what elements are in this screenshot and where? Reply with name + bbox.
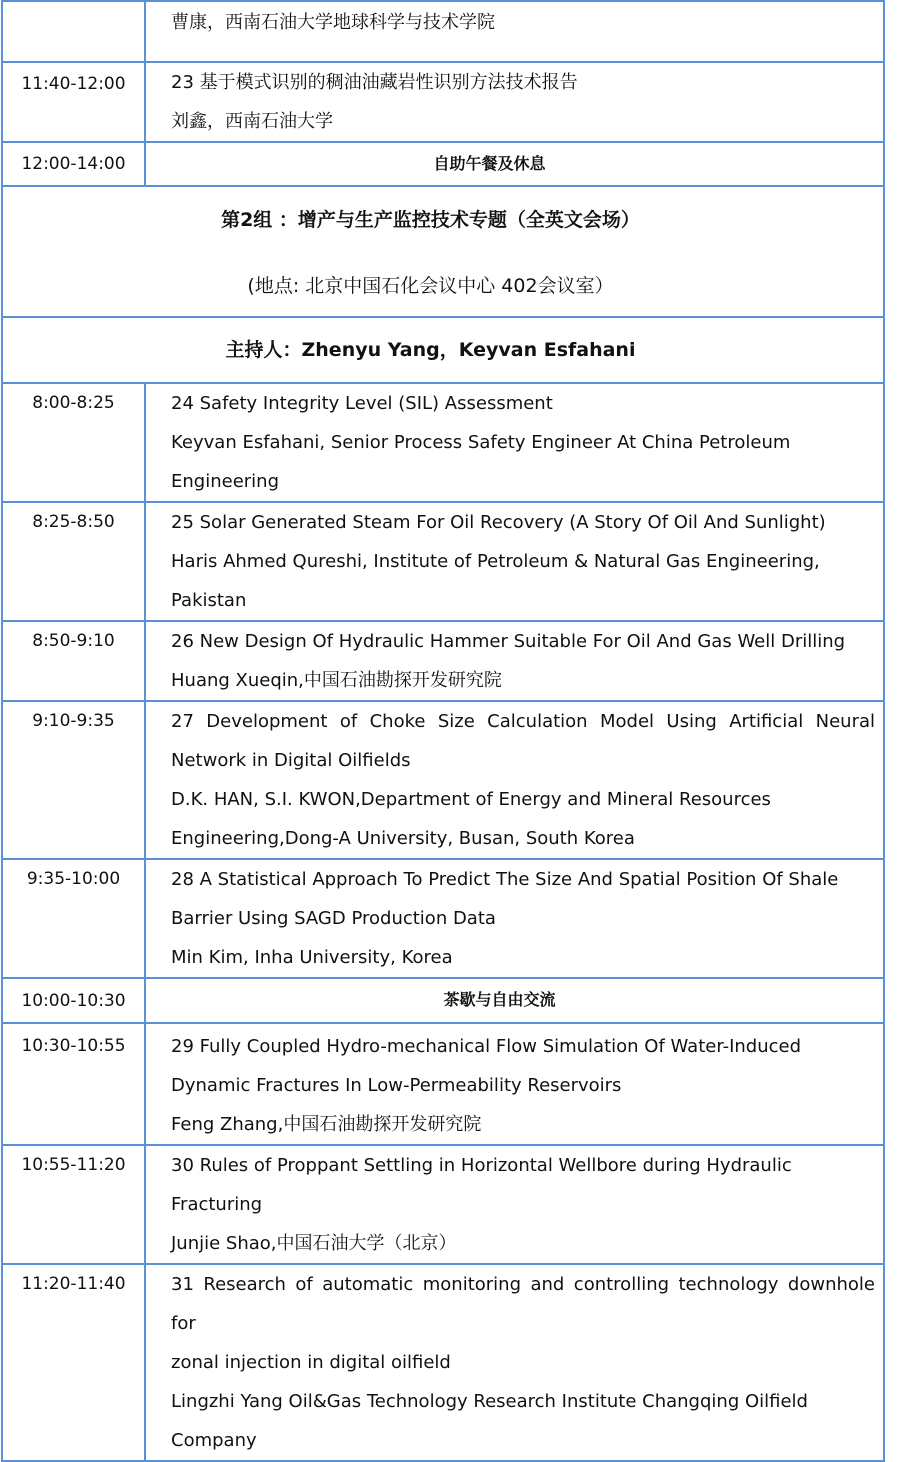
table-row bbox=[2, 1145, 884, 1264]
talk-line: Fracturing bbox=[171, 1194, 263, 1215]
time-cell: 8:25-8:50 bbox=[2, 502, 145, 621]
time-cell: 8:00-8:25 bbox=[2, 383, 145, 502]
talk-cell bbox=[145, 1264, 884, 1461]
talk-cell bbox=[145, 383, 884, 502]
table-row bbox=[2, 62, 884, 142]
session-header-row bbox=[2, 186, 884, 317]
time-cell: 11:40-12:00 bbox=[2, 62, 145, 142]
time-cell: 10:00-10:30 bbox=[2, 978, 145, 1023]
break-label: 自助午餐及休息 bbox=[145, 142, 884, 186]
time-cell bbox=[2, 1, 145, 62]
talk-cell bbox=[145, 859, 884, 978]
talk-line: Company bbox=[171, 1430, 257, 1451]
talk-line: zonal injection in digital oilfield bbox=[171, 1352, 451, 1373]
break-label: 茶歇与自由交流 bbox=[145, 978, 884, 1023]
talk-line: 27 Development of Choke Size Calculation Model Using Artificial Neural bbox=[171, 711, 875, 732]
break-row bbox=[2, 142, 884, 186]
session-header bbox=[2, 186, 884, 317]
time-cell: 10:55-11:20 bbox=[2, 1145, 145, 1264]
talk-cell bbox=[145, 62, 884, 142]
talk-line: Min Kim, Inha University, Korea bbox=[171, 947, 453, 968]
talk-line: 28 A Statistical Approach To Predict The Size And Spatial Position Of Shale bbox=[171, 869, 839, 890]
talk-line: Huang Xueqin,中国石油勘探开发研究院 bbox=[171, 670, 502, 691]
time-cell: 8:50-9:10 bbox=[2, 621, 145, 701]
talk-cell bbox=[145, 621, 884, 701]
time-cell: 10:30-10:55 bbox=[2, 1023, 145, 1145]
talk-line: 24 Safety Integrity Level (SIL) Assessment bbox=[171, 393, 553, 414]
table-row bbox=[2, 1023, 884, 1145]
break-row bbox=[2, 978, 884, 1023]
table-row bbox=[2, 1, 884, 62]
table-row bbox=[2, 383, 884, 502]
talk-cell bbox=[145, 1023, 884, 1145]
talk-line: 29 Fully Coupled Hydro-mechanical Flow Simulation Of Water-Induced bbox=[171, 1036, 802, 1057]
talk-line: Barrier Using SAGD Production Data bbox=[171, 908, 496, 929]
talk-line: Network in Digital Oilfields bbox=[171, 750, 411, 771]
talk-line: Dynamic Fractures In Low-Permeability Reservoirs bbox=[171, 1075, 622, 1096]
talk-presenter: 刘鑫，西南石油大学 bbox=[171, 111, 333, 132]
session-venue: (地点: 北京中国石化会议中心 402会议室） bbox=[247, 275, 614, 297]
talk-line: D.K. HAN, S.I. KWON,Department of Energy and Mineral Resources bbox=[171, 789, 771, 810]
table-row bbox=[2, 621, 884, 701]
session-title: 第2组 ：增产与生产监控技术专题（全英文会场） bbox=[221, 209, 640, 231]
table-row bbox=[2, 502, 884, 621]
talk-title: 23 基于模式识别的稠油油藏岩性识别方法技术报告 bbox=[171, 72, 578, 93]
talk-cell bbox=[145, 502, 884, 621]
talk-line: Junjie Shao,中国石油大学（北京） bbox=[171, 1233, 457, 1254]
time-cell: 9:35-10:00 bbox=[2, 859, 145, 978]
talk-line: Lingzhi Yang Oil&Gas Technology Research Institute Changqing Oilfield bbox=[171, 1391, 808, 1412]
talk-line: Engineering,Dong-A University, Busan, South Korea bbox=[171, 828, 635, 849]
talk-line: Keyvan Esfahani, Senior Process Safety Engineer At China Petroleum bbox=[171, 432, 791, 453]
chairs-row bbox=[2, 317, 884, 383]
schedule-table bbox=[1, 0, 885, 1462]
talk-line: 31 Research of automatic monitoring and controlling technology downhole for bbox=[171, 1274, 875, 1334]
talk-line: 25 Solar Generated Steam For Oil Recovery (A Story Of Oil And Sunlight) bbox=[171, 512, 826, 533]
table-row bbox=[2, 859, 884, 978]
table-row bbox=[2, 1264, 884, 1461]
session-chairs: 主持人：Zhenyu Yang，Keyvan Esfahani bbox=[2, 317, 884, 383]
talk-line: Pakistan bbox=[171, 590, 247, 611]
time-cell: 9:10-9:35 bbox=[2, 701, 145, 859]
time-cell: 12:00-14:00 bbox=[2, 142, 145, 186]
talk-line: Haris Ahmed Qureshi, Institute of Petroleum & Natural Gas Engineering, bbox=[171, 551, 820, 572]
table-row bbox=[2, 701, 884, 859]
talk-line: 30 Rules of Proppant Settling in Horizontal Wellbore during Hydraulic bbox=[171, 1155, 792, 1176]
talk-line: Feng Zhang,中国石油勘探开发研究院 bbox=[171, 1114, 482, 1135]
talk-line: 26 New Design Of Hydraulic Hammer Suitable For Oil And Gas Well Drilling bbox=[171, 631, 846, 652]
talk-line: Engineering bbox=[171, 471, 279, 492]
talk-cell bbox=[145, 1, 884, 62]
talk-cell bbox=[145, 1145, 884, 1264]
talk-cell bbox=[145, 701, 884, 859]
talk-presenter: 曹康，西南石油大学地球科学与技术学院 bbox=[171, 12, 495, 33]
time-cell: 11:20-11:40 bbox=[2, 1264, 145, 1461]
